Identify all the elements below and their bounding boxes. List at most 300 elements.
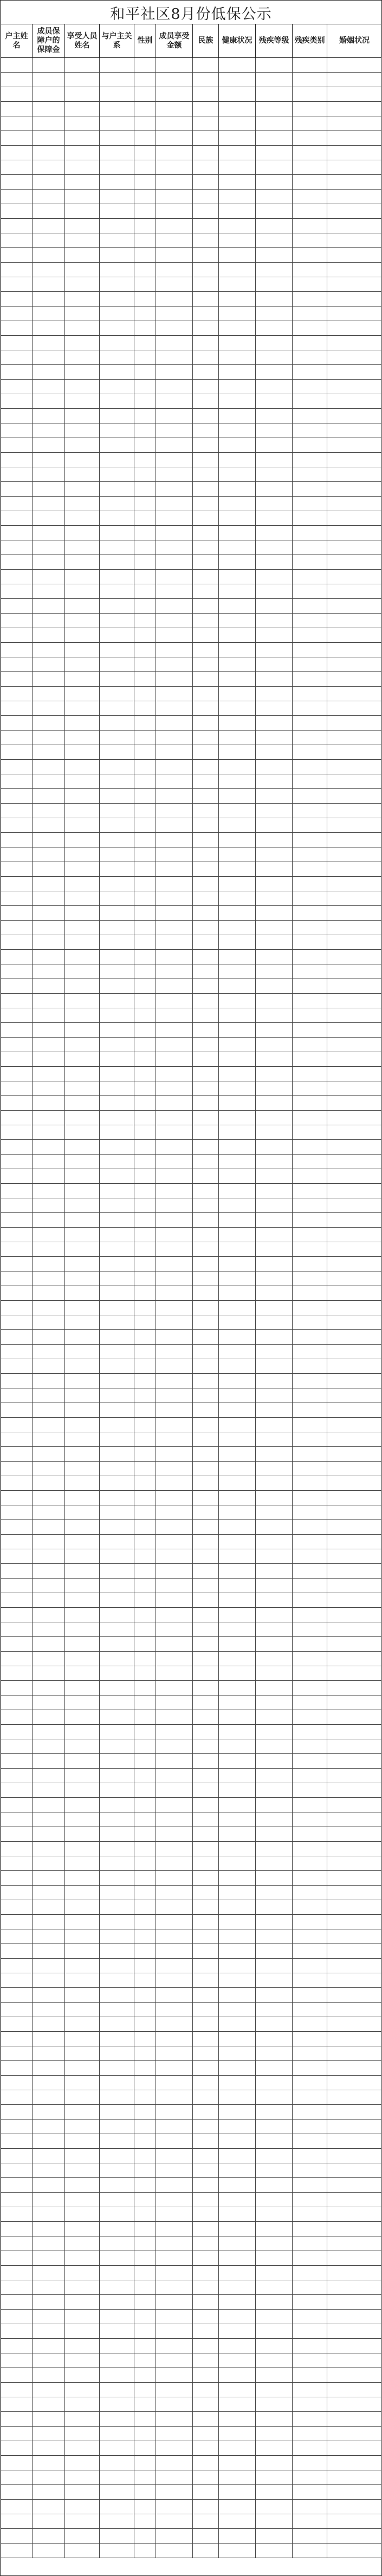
table-cell (156, 350, 193, 364)
table-cell (293, 2368, 327, 2382)
table-cell (1, 175, 33, 189)
table-cell (100, 1637, 134, 1651)
table-cell (100, 1915, 134, 1929)
table-cell (193, 760, 219, 774)
table-cell (134, 1871, 156, 1885)
table-cell (219, 2017, 256, 2031)
table-cell (327, 1900, 382, 1914)
table-cell (134, 2178, 156, 2192)
table-cell (1, 2397, 33, 2411)
table-cell (100, 131, 134, 145)
table-cell (293, 2090, 327, 2104)
table-cell (256, 497, 293, 511)
table-row (1, 1125, 381, 1140)
table-cell (293, 906, 327, 920)
table-cell (256, 672, 293, 686)
table-cell (256, 1710, 293, 1724)
table-cell (327, 2266, 382, 2280)
table-cell (256, 1842, 293, 1856)
table-cell (293, 716, 327, 730)
table-cell (219, 497, 256, 511)
table-cell (219, 1973, 256, 1987)
table-cell (293, 1301, 327, 1315)
table-cell (1, 336, 33, 350)
table-cell (33, 614, 65, 628)
table-cell (100, 1856, 134, 1870)
table-cell (1, 1695, 33, 1710)
table-cell (293, 1242, 327, 1256)
table-cell (100, 58, 134, 72)
table-row (1, 672, 381, 687)
table-cell (134, 1286, 156, 1300)
table-cell (219, 2207, 256, 2221)
table-cell (33, 1856, 65, 1870)
table-cell (293, 1432, 327, 1446)
table-cell (134, 87, 156, 101)
table-cell (100, 745, 134, 759)
table-cell (134, 1622, 156, 1636)
table-cell (134, 2090, 156, 2104)
table-cell (193, 277, 219, 291)
table-row (1, 2470, 381, 2485)
table-cell (327, 1593, 382, 1607)
table-cell (219, 1330, 256, 1344)
table-cell (134, 482, 156, 496)
table-cell (65, 1812, 100, 1827)
table-cell (327, 950, 382, 964)
table-cell (219, 1798, 256, 1812)
table-cell (134, 365, 156, 379)
table-cell (1, 1184, 33, 1198)
table-cell (100, 1549, 134, 1563)
table-cell (1, 2207, 33, 2221)
table-cell (193, 248, 219, 262)
table-cell (193, 979, 219, 993)
table-cell (219, 877, 256, 891)
table-cell (256, 2061, 293, 2075)
table-cell (193, 2544, 219, 2558)
table-row (1, 1184, 381, 1198)
table-cell (327, 906, 382, 920)
table-cell (156, 1798, 193, 1812)
table-cell (156, 233, 193, 247)
table-cell (293, 190, 327, 204)
table-cell (293, 2236, 327, 2251)
table-cell (134, 906, 156, 920)
table-cell (100, 497, 134, 511)
table-cell (65, 1140, 100, 1154)
table-cell (156, 248, 193, 262)
table-cell (256, 160, 293, 174)
table-cell (134, 1681, 156, 1695)
table-cell (293, 292, 327, 306)
table-cell (293, 2178, 327, 2192)
table-cell (193, 233, 219, 247)
table-cell (219, 1535, 256, 1549)
table-row (1, 2353, 381, 2368)
table-cell (327, 1564, 382, 1578)
table-cell (293, 2222, 327, 2236)
table-cell (65, 2500, 100, 2514)
table-cell (134, 2207, 156, 2221)
table-cell (156, 2485, 193, 2499)
table-cell (327, 1579, 382, 1593)
table-row (1, 1929, 381, 1944)
table-cell (33, 394, 65, 408)
table-cell (1, 818, 33, 832)
table-cell (33, 263, 65, 277)
table-cell (156, 2383, 193, 2397)
table-cell (327, 1257, 382, 1271)
table-cell (219, 1403, 256, 1417)
table-cell (1, 1652, 33, 1666)
table-row (1, 1593, 381, 1608)
table-cell (100, 2500, 134, 2514)
table-cell (256, 570, 293, 584)
table-cell (1, 482, 33, 496)
table-cell (65, 1988, 100, 2002)
table-cell (65, 306, 100, 321)
table-cell (100, 1505, 134, 1519)
table-cell (100, 2076, 134, 2090)
table-cell (1, 1228, 33, 1242)
table-cell (193, 540, 219, 555)
table-cell (65, 1695, 100, 1710)
table-cell (219, 1301, 256, 1315)
table-cell (134, 2046, 156, 2060)
table-cell (156, 599, 193, 613)
table-cell (100, 2441, 134, 2455)
table-cell (327, 2207, 382, 2221)
table-cell (156, 1023, 193, 1037)
table-cell (65, 2412, 100, 2426)
table-cell (65, 2339, 100, 2353)
table-cell (100, 2090, 134, 2104)
table-cell (193, 102, 219, 116)
table-cell (1, 2383, 33, 2397)
table-cell (293, 1140, 327, 1154)
table-cell (65, 1666, 100, 1680)
table-cell (1, 672, 33, 686)
table-row (1, 1462, 381, 1476)
table-cell (134, 497, 156, 511)
table-cell (293, 2163, 327, 2177)
table-cell (327, 453, 382, 467)
table-cell (219, 2544, 256, 2558)
table-cell (193, 687, 219, 701)
table-cell (256, 1944, 293, 1958)
table-cell (100, 2529, 134, 2543)
table-cell (156, 2280, 193, 2294)
table-cell (65, 687, 100, 701)
table-cell (1, 248, 33, 262)
table-cell (33, 964, 65, 979)
table-cell (33, 1184, 65, 1198)
table-cell (134, 1973, 156, 1987)
table-cell (100, 1242, 134, 1256)
table-cell (256, 1169, 293, 1183)
table-cell (193, 1652, 219, 1666)
table-cell (193, 1783, 219, 1797)
table-cell (65, 321, 100, 335)
table-cell (219, 2383, 256, 2397)
table-cell (219, 1842, 256, 1856)
table-cell (293, 1929, 327, 1944)
table-cell (193, 2500, 219, 2514)
table-cell (33, 1052, 65, 1066)
table-cell (256, 1637, 293, 1651)
table-cell (256, 2046, 293, 2060)
table-row (1, 1549, 381, 1564)
table-row (1, 2207, 381, 2222)
table-cell (256, 1476, 293, 1490)
table-cell (193, 2222, 219, 2236)
table-cell (327, 1374, 382, 1388)
table-cell (33, 1666, 65, 1680)
table-cell (134, 760, 156, 774)
table-cell (193, 1008, 219, 1022)
table-cell (33, 1681, 65, 1695)
table-cell (33, 146, 65, 160)
table-cell (256, 1242, 293, 1256)
table-cell (293, 1330, 327, 1344)
table-cell (327, 2090, 382, 2104)
table-cell (33, 2134, 65, 2148)
table-cell (1, 1242, 33, 1256)
table-cell (156, 1286, 193, 1300)
table-cell (256, 614, 293, 628)
table-cell (156, 2163, 193, 2177)
column-header: 与户主关系 (100, 24, 134, 57)
table-row (1, 657, 381, 672)
table-cell (65, 555, 100, 569)
table-cell (327, 350, 382, 364)
table-cell (65, 731, 100, 745)
table-cell (219, 570, 256, 584)
table-cell (65, 906, 100, 920)
table-cell (33, 2178, 65, 2192)
table-cell (134, 321, 156, 335)
table-cell (193, 2061, 219, 2075)
table-cell (100, 1681, 134, 1695)
table-cell (1, 1871, 33, 1885)
table-cell (65, 219, 100, 233)
table-cell (1, 1988, 33, 2002)
table-cell (65, 102, 100, 116)
table-cell (219, 2353, 256, 2368)
table-cell (193, 1710, 219, 1724)
table-cell (156, 2295, 193, 2309)
table-cell (100, 1973, 134, 1987)
table-cell (256, 1388, 293, 1403)
table-cell (65, 438, 100, 452)
table-cell (293, 1754, 327, 1768)
table-cell (134, 1052, 156, 1066)
table-cell (327, 701, 382, 715)
table-cell (193, 2134, 219, 2148)
table-cell (33, 935, 65, 949)
table-cell (293, 599, 327, 613)
table-cell (65, 175, 100, 189)
table-cell (1, 1505, 33, 1519)
table-cell (327, 1345, 382, 1359)
table-cell (219, 540, 256, 555)
table-cell (134, 1652, 156, 1666)
table-row (1, 1198, 381, 1213)
table-cell (293, 1520, 327, 1534)
table-cell (193, 1345, 219, 1359)
table-cell (1, 394, 33, 408)
table-cell (293, 263, 327, 277)
table-cell (1, 701, 33, 715)
table-cell (193, 409, 219, 423)
table-row (1, 1345, 381, 1359)
table-cell (156, 1315, 193, 1329)
table-cell (100, 1871, 134, 1885)
table-cell (156, 1637, 193, 1651)
table-cell (100, 2412, 134, 2426)
table-cell (156, 2222, 193, 2236)
table-cell (156, 1973, 193, 1987)
table-cell (327, 1871, 382, 1885)
table-cell (1, 570, 33, 584)
table-cell (293, 2105, 327, 2119)
table-cell (100, 599, 134, 613)
table-cell (134, 1111, 156, 1125)
table-cell (33, 672, 65, 686)
table-cell (1, 1491, 33, 1505)
table-cell (156, 467, 193, 481)
table-cell (65, 146, 100, 160)
table-cell (33, 862, 65, 876)
table-cell (327, 263, 382, 277)
table-cell (134, 453, 156, 467)
table-cell (65, 1476, 100, 1490)
table-cell (156, 1038, 193, 1052)
table-cell (193, 2353, 219, 2368)
table-cell (193, 731, 219, 745)
table-cell (193, 2266, 219, 2280)
table-cell (327, 160, 382, 174)
table-cell (156, 1944, 193, 1958)
table-cell (134, 2324, 156, 2338)
table-cell (327, 423, 382, 438)
table-cell (33, 1418, 65, 1432)
table-cell (1, 438, 33, 452)
table-cell (100, 701, 134, 715)
table-cell (134, 1315, 156, 1329)
table-cell (1, 804, 33, 818)
table-cell (293, 1608, 327, 1622)
table-cell (100, 1096, 134, 1110)
table-cell (219, 438, 256, 452)
table-cell (134, 1666, 156, 1680)
table-cell (33, 891, 65, 905)
table-cell (1, 1900, 33, 1914)
table-cell (219, 409, 256, 423)
table-cell (134, 233, 156, 247)
table-cell (193, 1155, 219, 1169)
table-cell (156, 2236, 193, 2251)
table-cell (156, 2412, 193, 2426)
table-cell (327, 1008, 382, 1022)
table-cell (1, 292, 33, 306)
table-cell (65, 789, 100, 803)
table-row (1, 1944, 381, 1959)
table-cell (134, 2105, 156, 2119)
table-cell (65, 58, 100, 72)
table-cell (293, 1476, 327, 1490)
table-row (1, 1023, 381, 1038)
table-cell (193, 438, 219, 452)
table-row (1, 219, 381, 233)
table-cell (219, 804, 256, 818)
table-cell (100, 921, 134, 935)
table-row (1, 1476, 381, 1491)
table-cell (219, 891, 256, 905)
table-row (1, 2105, 381, 2120)
table-cell (256, 1213, 293, 1227)
table-cell (293, 891, 327, 905)
table-cell (327, 2514, 382, 2528)
table-cell (156, 2514, 193, 2528)
table-cell (219, 1242, 256, 1256)
table-cell (327, 628, 382, 642)
table-cell (100, 277, 134, 291)
table-cell (156, 1096, 193, 1110)
table-cell (193, 2368, 219, 2382)
table-row (1, 2236, 381, 2251)
table-cell (1, 1213, 33, 1227)
table-cell (256, 116, 293, 131)
table-cell (256, 248, 293, 262)
table-cell (193, 614, 219, 628)
table-row (1, 584, 381, 599)
table-cell (156, 935, 193, 949)
table-cell (219, 1476, 256, 1490)
table-cell (134, 540, 156, 555)
table-cell (219, 1257, 256, 1271)
table-cell (327, 672, 382, 686)
table-cell (156, 731, 193, 745)
table-cell (33, 2207, 65, 2221)
table-cell (293, 1798, 327, 1812)
table-cell (219, 774, 256, 788)
table-cell (219, 58, 256, 72)
table-cell (100, 1169, 134, 1183)
table-cell (293, 877, 327, 891)
table-cell (256, 321, 293, 335)
table-cell (193, 482, 219, 496)
table-cell (193, 2003, 219, 2017)
table-cell (293, 1257, 327, 1271)
table-cell (65, 2280, 100, 2294)
table-cell (100, 1535, 134, 1549)
table-cell (327, 2032, 382, 2046)
table-cell (134, 950, 156, 964)
table-cell (1, 1403, 33, 1417)
table-cell (33, 321, 65, 335)
table-cell (33, 2193, 65, 2207)
table-cell (134, 1988, 156, 2002)
table-row (1, 2017, 381, 2032)
table-row (1, 818, 381, 833)
table-row (1, 1827, 381, 1842)
column-header: 性别 (134, 24, 156, 57)
table-cell (65, 87, 100, 101)
table-cell (293, 1038, 327, 1052)
table-cell (134, 994, 156, 1008)
